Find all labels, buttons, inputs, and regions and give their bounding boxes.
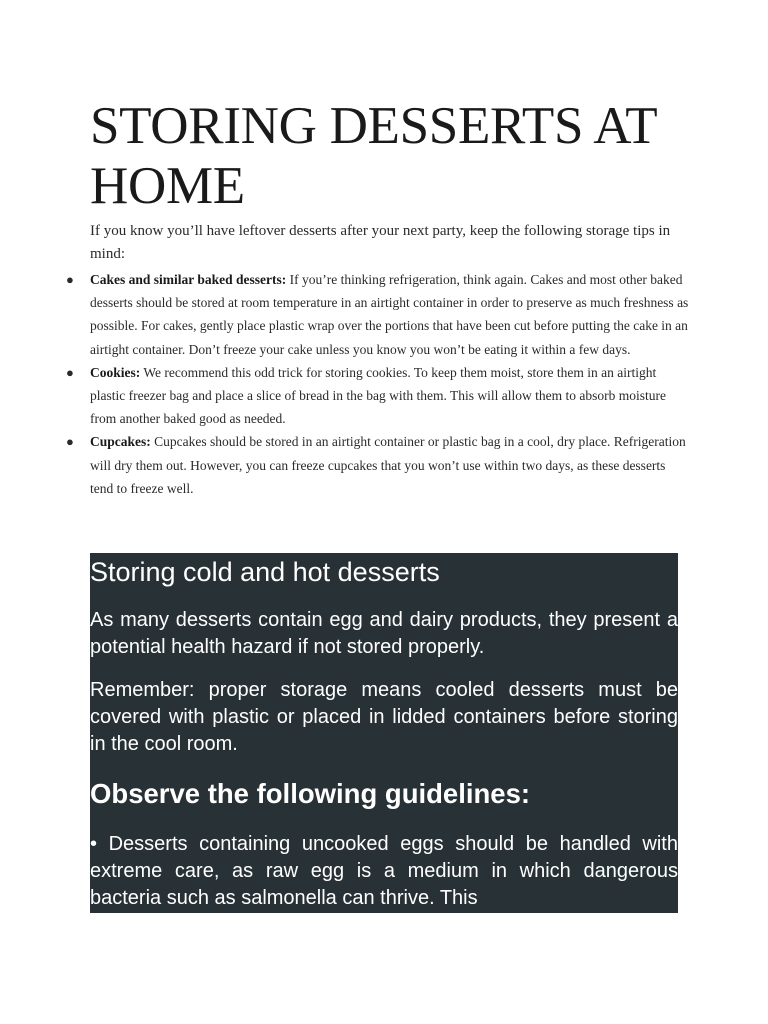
tip-text: Cupcakes should be stored in an airtight container or plastic bag in a cool, dry place. Refrigeration will dry them out. However, you can freeze cupcakes that you won’t use within two days, as these desserts tend to freeze well. (90, 434, 686, 496)
bullet-icon: ● (66, 364, 74, 380)
list-item-cupcakes (66, 430, 690, 500)
list-item-cakes (66, 268, 690, 361)
list-item-cookies (66, 361, 690, 431)
panel-paragraph-proper-storage: Remember: proper storage means cooled desserts must be covered with plastic or placed in lidded containers before storing in the cool room. (90, 679, 678, 756)
cold-hot-desserts-panel (90, 553, 678, 913)
guideline-item-uncooked-eggs: • Desserts containing uncooked eggs should be handled with extreme care, as raw egg is a medium in which dangerous bacteria such as salmonella can thrive. This (90, 833, 678, 910)
page-title: STORING DESSERTS AT HOME (90, 97, 657, 215)
intro-paragraph: If you know you’ll have leftover desserts after your next party, keep the following storage tips in mind: (90, 223, 671, 262)
tip-text: We recommend this odd trick for storing cookies. To keep them moist, store them in an airtight plastic freezer bag and place a slice of bread in the bag with them. This will allow them to absorb moisture from another baked good as needed. (90, 364, 666, 427)
tip-text: If you’re thinking refrigeration, think again. Cakes and most other baked desserts should be stored at room temperature in an airtight container in order to preserve as much freshness as possible. For cakes, gently place plastic wrap over the portions that have been cut before putting the cake in an airtight container. Don’t freeze your cake unless you know you won’t be eating it within a few days. (90, 272, 689, 357)
panel-paragraph-health-hazard: As many desserts contain egg and dairy products, they present a potential health hazard if not stored properly. (90, 609, 678, 659)
guidelines-heading: Observe the following guidelines: (90, 778, 531, 809)
section-heading: Storing cold and hot desserts (90, 557, 440, 587)
storage-tips-list (66, 268, 690, 500)
tip-label: Cookies: (90, 364, 141, 380)
bullet-icon: ● (66, 434, 74, 450)
bullet-icon: ● (66, 272, 74, 287)
tip-label: Cupcakes: (90, 434, 151, 450)
tip-label: Cakes and similar baked desserts: (90, 272, 287, 287)
